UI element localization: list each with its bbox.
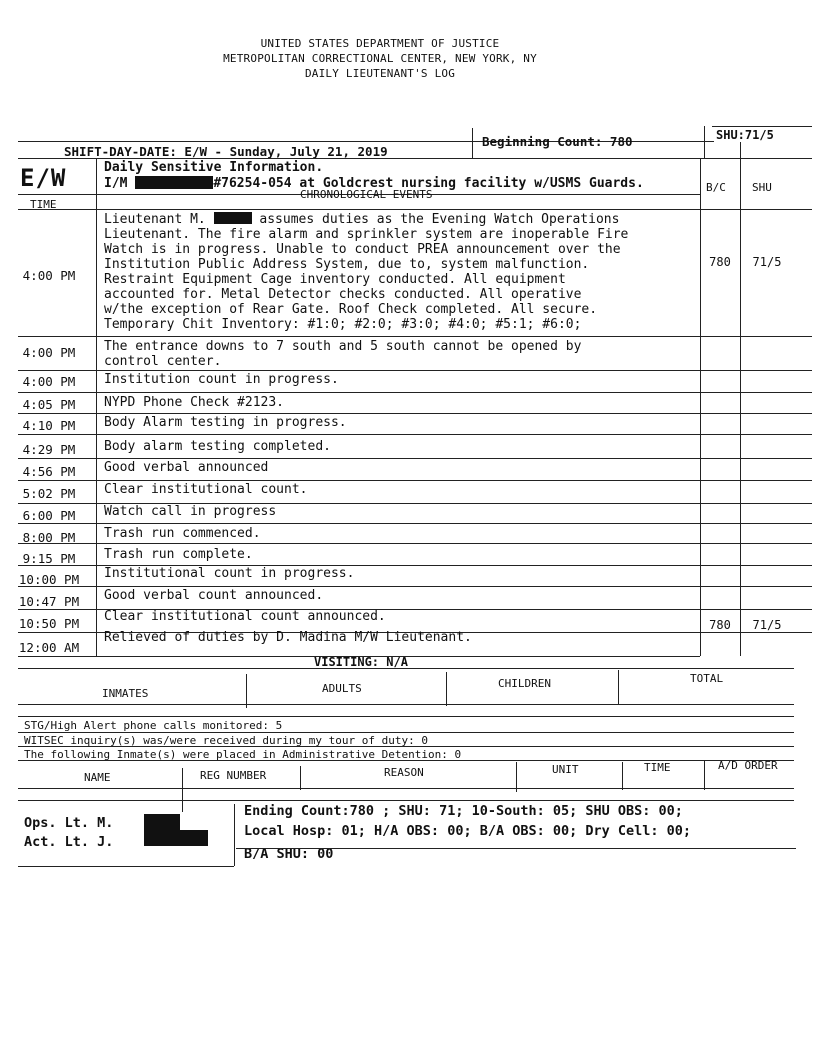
act-lieutenant-signature: [24, 834, 113, 850]
detention-note: The following Inmate(s) were placed in Administrative Detention: 0: [24, 748, 462, 761]
entry-text: Body Alarm testing in progress.: [104, 415, 347, 430]
entry-time: 10:47 PM: [18, 594, 80, 609]
entry-shu: 71/5: [752, 255, 782, 269]
visiting-total-header: TOTAL: [690, 672, 724, 685]
entry-text: Relieved of duties by D. Madina M/W Lieutenant.: [104, 630, 472, 645]
redacted-name: [214, 212, 252, 224]
entry-line: Institution Public Address System, due to, system malfunction.: [104, 257, 590, 272]
entry-text: Watch call in progress: [104, 504, 277, 519]
entry-line-1b: assumes duties as the Evening Watch Operations: [259, 212, 620, 227]
entry-time: 9:15 PM: [22, 551, 76, 566]
visiting-children-header: CHILDREN: [498, 677, 551, 690]
entry-text: Good verbal announced: [104, 460, 269, 475]
detention-reg-header: REG NUMBER: [200, 769, 267, 782]
detention-reason-header: REASON: [384, 766, 424, 779]
beginning-count: Beginning Count: 780: [482, 134, 633, 149]
entry-line: Watch is in progress. Unable to conduct PREA announcement over the: [104, 242, 621, 257]
events-column-header: CHRONOLOGICAL EVENTS: [300, 188, 433, 201]
entry-line: accounted for. Metal Detector checks conducted. All operative: [104, 287, 582, 302]
entry-line: [104, 212, 619, 227]
entry-time: 4:00 PM: [22, 374, 76, 389]
ending-count-line-2: Local Hosp: 01; H/A OBS: 00; B/A OBS: 00; Dry Cell: 00;: [244, 823, 692, 839]
entry-bc: 780: [709, 618, 731, 632]
entry-text: Institution count in progress.: [104, 372, 339, 387]
entry-text: Body alarm testing completed.: [104, 439, 331, 454]
shift-code: E/W: [20, 164, 67, 192]
entry-line: Temporary Chit Inventory: #1:0; #2:0; #3:0; #4:0; #5:1; #6:0;: [104, 317, 582, 332]
ending-count-line-1: Ending Count:780 ; SHU: 71; 10-South: 05; SHU OBS: 00;: [244, 803, 683, 819]
detention-unit-header: UNIT: [552, 763, 579, 776]
entry-time: 4:00 PM: [22, 268, 76, 283]
entry-time: 10:00 PM: [18, 572, 80, 587]
entry-text: Clear institutional count.: [104, 482, 308, 497]
facility-title: METROPOLITAN CORRECTIONAL CENTER, NEW YORK, NY: [223, 52, 537, 65]
detention-time-header: TIME: [644, 761, 671, 774]
entry-time: 4:29 PM: [22, 442, 76, 457]
act-lieutenant-label: Act. Lt. J.: [24, 834, 114, 850]
entry-time: 4:10 PM: [22, 418, 76, 433]
time-column-header: TIME: [30, 198, 57, 211]
redacted-name: [144, 830, 208, 846]
entry-shu: 71/5: [752, 618, 782, 632]
entry-time: 5:02 PM: [22, 486, 76, 501]
entry-text: Good verbal count announced.: [104, 588, 324, 603]
witsec-note: WITSEC inquiry(s) was/were received during my tour of duty: 0: [24, 734, 428, 747]
shu-count: SHU:71/5: [716, 128, 774, 142]
shu-column-header: SHU: [752, 181, 772, 194]
log-title: DAILY LIEUTENANT'S LOG: [304, 67, 456, 80]
redacted-name: [144, 814, 180, 830]
department-title: UNITED STATES DEPARTMENT OF JUSTICE: [260, 37, 500, 50]
entry-text: control center.: [104, 354, 222, 369]
entry-line: Restraint Equipment Cage inventory conducted. All equipment: [104, 272, 566, 287]
im-prefix: I/M: [104, 176, 136, 191]
visiting-adults-header: ADULTS: [322, 682, 362, 695]
shift-label: SHIFT-DAY-DATE:: [64, 144, 185, 159]
visiting-inmates-header: INMATES: [102, 687, 149, 700]
ops-lieutenant-signature: [24, 815, 113, 831]
entry-line-1a: Lieutenant M.: [104, 212, 206, 227]
ops-lieutenant-label: Ops. Lt. M.: [24, 815, 114, 831]
detention-order-header: A/D ORDER: [718, 759, 778, 772]
entry-bc: 780: [709, 255, 731, 269]
im-detail: #76254-054 at Goldcrest nursing facility w/USMS Guards.: [213, 176, 644, 191]
bc-column-header: B/C: [706, 181, 726, 194]
entry-time: 12:00 AM: [18, 640, 80, 655]
entry-text: The entrance downs to 7 south and 5 south cannot be opened by: [104, 339, 582, 354]
redacted-name: [135, 176, 213, 189]
entry-time: 8:00 PM: [22, 530, 76, 545]
entry-time: 10:50 PM: [18, 616, 80, 631]
entry-line: w/the exception of Rear Gate. Roof Check completed. All secure.: [104, 302, 598, 317]
entry-text: Trash run complete.: [104, 547, 253, 562]
stg-calls-note: STG/High Alert phone calls monitored: 5: [24, 719, 283, 732]
shift-value: E/W - Sunday, July 21, 2019: [184, 144, 388, 159]
entry-text: Institutional count in progress.: [104, 566, 355, 581]
entry-time: 4:00 PM: [22, 345, 76, 360]
detention-name-header: NAME: [84, 771, 111, 784]
entry-time: 4:56 PM: [22, 464, 76, 479]
entry-text: NYPD Phone Check #2123.: [104, 395, 285, 410]
entry-line: Lieutenant. The fire alarm and sprinkler system are inoperable Fire: [104, 227, 629, 242]
sensitive-title: Daily Sensitive Information.: [104, 160, 324, 175]
entry-text: Clear institutional count announced.: [104, 609, 386, 624]
entry-time: 4:05 PM: [22, 397, 76, 412]
ending-count-line-3: B/A SHU: 00: [244, 846, 334, 862]
entry-time: 6:00 PM: [22, 508, 76, 523]
visiting-title: VISITING: N/A: [314, 655, 408, 669]
entry-text: Trash run commenced.: [104, 526, 261, 541]
shift-day-date: [64, 144, 388, 159]
